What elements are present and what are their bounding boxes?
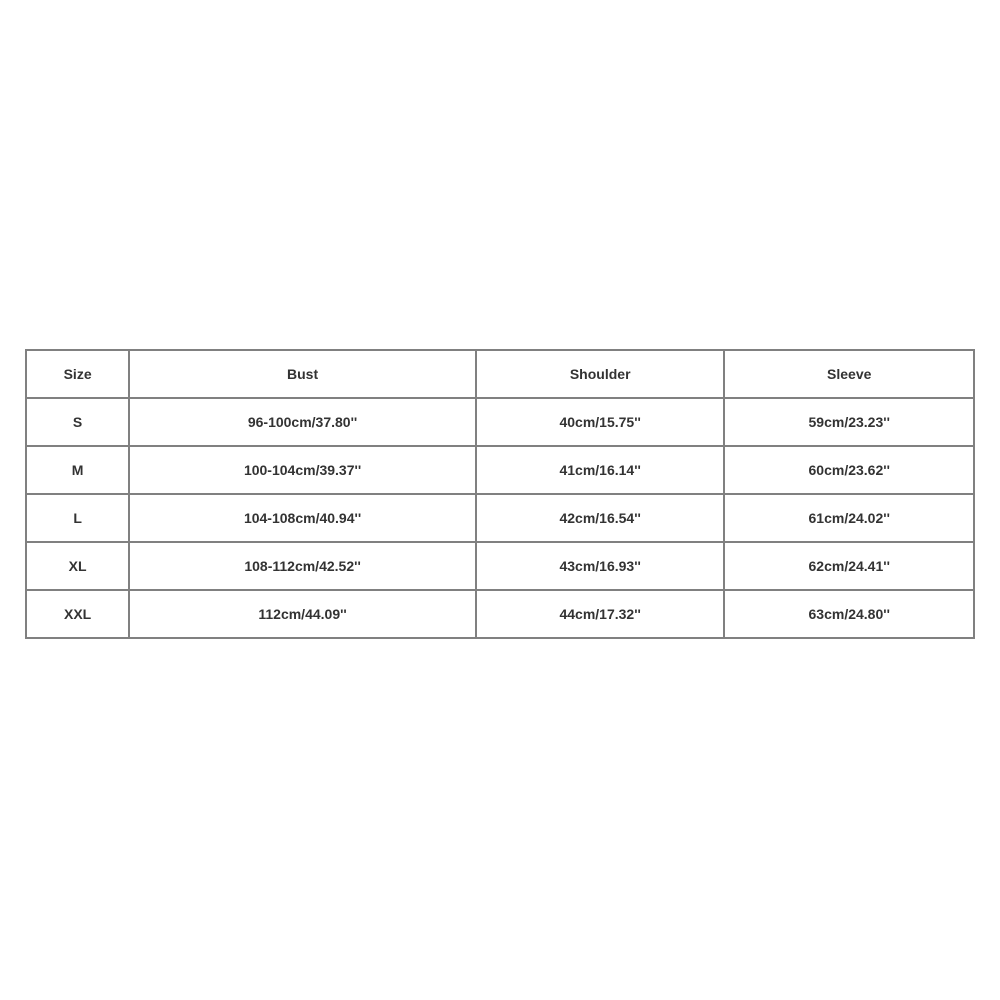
bust-cell: 108-112cm/42.52'' (129, 542, 476, 590)
sleeve-cell: 60cm/23.62'' (724, 446, 974, 494)
table-row (26, 542, 974, 590)
sleeve-cell: 62cm/24.41'' (724, 542, 974, 590)
shoulder-cell: 41cm/16.14'' (476, 446, 725, 494)
sleeve-cell: 61cm/24.02'' (724, 494, 974, 542)
size-cell: XL (26, 542, 129, 590)
shoulder-cell: 43cm/16.93'' (476, 542, 725, 590)
shoulder-cell: 40cm/15.75'' (476, 398, 725, 446)
bust-cell: 100-104cm/39.37'' (129, 446, 476, 494)
table-row (26, 590, 974, 638)
sleeve-cell: 59cm/23.23'' (724, 398, 974, 446)
bust-cell: 112cm/44.09'' (129, 590, 476, 638)
shoulder-cell: 44cm/17.32'' (476, 590, 725, 638)
bust-cell: 96-100cm/37.80'' (129, 398, 476, 446)
size-cell: L (26, 494, 129, 542)
shoulder-cell: 42cm/16.54'' (476, 494, 725, 542)
size-cell: XXL (26, 590, 129, 638)
size-cell: M (26, 446, 129, 494)
table-row (26, 494, 974, 542)
table-row (26, 398, 974, 446)
size-cell: S (26, 398, 129, 446)
header-sleeve: Sleeve (724, 350, 974, 398)
size-chart-table (25, 349, 975, 639)
sleeve-cell: 63cm/24.80'' (724, 590, 974, 638)
header-bust: Bust (129, 350, 476, 398)
table-header-row (26, 350, 974, 398)
header-shoulder: Shoulder (476, 350, 725, 398)
header-size: Size (26, 350, 129, 398)
bust-cell: 104-108cm/40.94'' (129, 494, 476, 542)
table-row (26, 446, 974, 494)
